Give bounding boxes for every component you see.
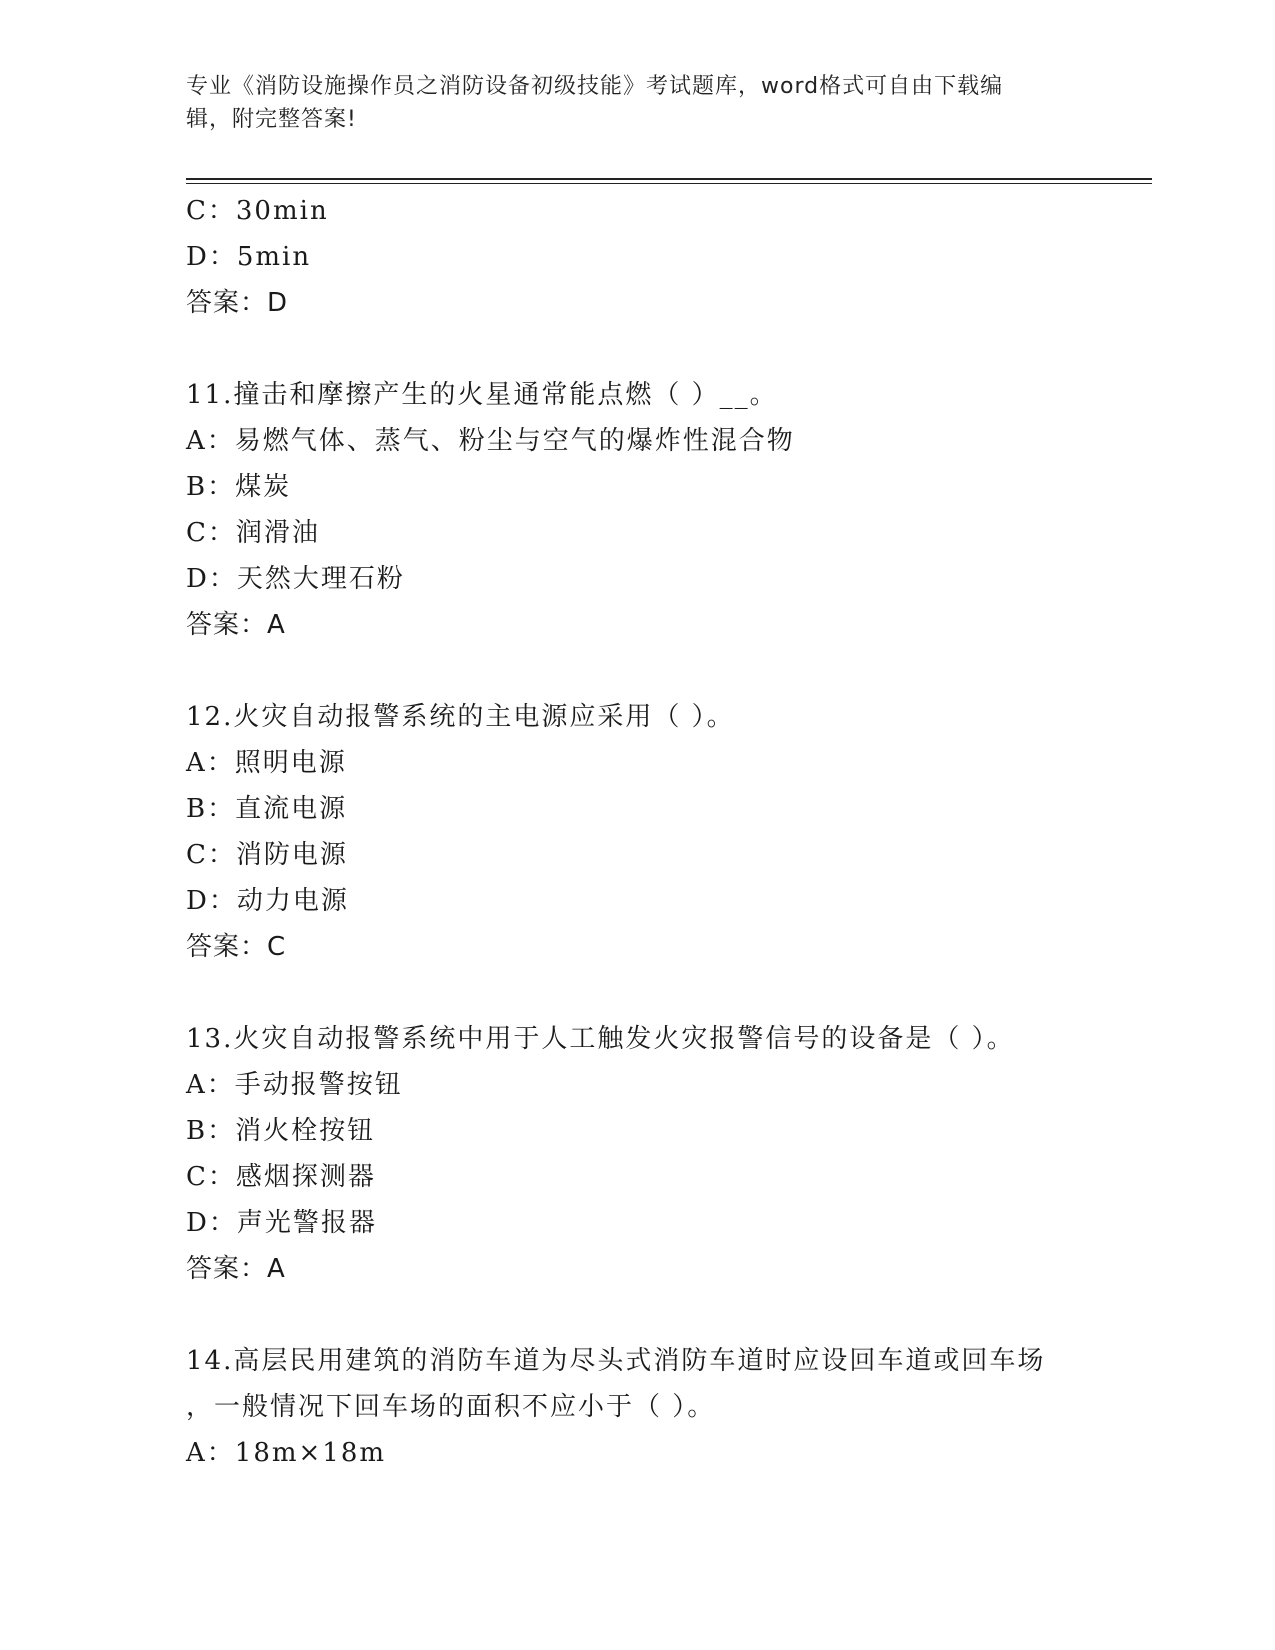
- option-a: A：照明电源: [186, 748, 347, 778]
- option-a: A：18m×18m: [186, 1438, 387, 1468]
- question-12: [186, 694, 1152, 970]
- question-stem: 12.火灾自动报警系统的主电源应采用（ ）。: [186, 702, 735, 732]
- answer: 答案：A: [186, 610, 286, 640]
- question-stem: 11.撞击和摩擦产生的火星通常能点燃（ ）__。: [186, 380, 778, 410]
- question-11: [186, 372, 1152, 648]
- question-list: [186, 188, 1152, 1476]
- option-c: C：消防电源: [186, 840, 348, 870]
- question-stem-line-1: 14.高层民用建筑的消防车道为尽头式消防车道时应设回车道或回车场: [186, 1346, 1046, 1376]
- question-14: [186, 1338, 1152, 1476]
- option-a: A：手动报警按钮: [186, 1070, 403, 1100]
- spacer: [186, 1292, 1152, 1338]
- option-a: A：易燃气体、蒸气、粉尘与空气的爆炸性混合物: [186, 426, 795, 456]
- answer: 答案：A: [186, 1254, 286, 1284]
- question-stem: 13.火灾自动报警系统中用于人工触发火灾报警信号的设备是（ ）。: [186, 1024, 1015, 1054]
- option-c: C：润滑油: [186, 518, 320, 548]
- option-d: D：声光警报器: [186, 1208, 377, 1238]
- option-c: C：感烟探测器: [186, 1162, 376, 1192]
- answer: 答案：C: [186, 932, 287, 962]
- spacer: [186, 326, 1152, 372]
- option-b: B：煤炭: [186, 472, 292, 502]
- option-b: B：消火栓按钮: [186, 1116, 376, 1146]
- header-line-2: 辑，附完整答案!: [186, 107, 357, 132]
- question-stem-line-2: ，一般情况下回车场的面积不应小于（ ）。: [186, 1392, 716, 1422]
- option-d: D：动力电源: [186, 886, 349, 916]
- spacer: [186, 970, 1152, 1016]
- question-10: [186, 188, 1152, 326]
- answer: 答案：D: [186, 288, 289, 318]
- header-rule-thick: [186, 178, 1152, 180]
- option-c: C：30min: [186, 196, 329, 226]
- spacer: [186, 648, 1152, 694]
- option-d: D：天然大理石粉: [186, 564, 405, 594]
- option-b: B：直流电源: [186, 794, 348, 824]
- question-13: [186, 1016, 1152, 1292]
- option-d: D：5min: [186, 242, 312, 272]
- document-header: [186, 70, 1066, 136]
- header-rule-thin: [186, 183, 1152, 184]
- header-line-1: 专业《消防设施操作员之消防设备初级技能》考试题库，word格式可自由下载编: [186, 74, 1004, 99]
